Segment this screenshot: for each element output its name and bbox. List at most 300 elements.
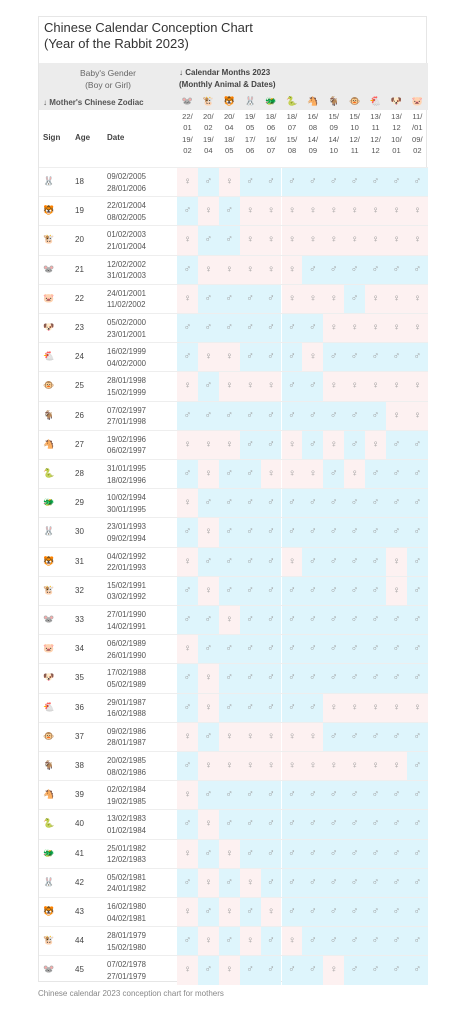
girl-icon: ♀ — [407, 226, 428, 254]
table-row — [39, 371, 428, 400]
boy-icon: ♂ — [261, 694, 282, 722]
boy-icon: ♂ — [344, 723, 365, 751]
girl-icon: ♀ — [219, 343, 240, 371]
boy-icon: ♂ — [240, 694, 261, 722]
birth-date-range — [107, 434, 146, 457]
mother-age: 44 — [75, 936, 84, 946]
birth-date: 14/02/1991 — [107, 621, 147, 631]
month-date-line: 15/ — [328, 112, 340, 121]
girl-icon: ♀ — [261, 256, 282, 284]
birth-date: 19/02/1985 — [107, 796, 147, 806]
boy-icon: ♂ — [282, 664, 303, 692]
girl-icon: ♀ — [198, 343, 219, 371]
table-row — [39, 751, 428, 780]
boy-icon: ♂ — [177, 869, 198, 897]
boy-icon: ♂ — [282, 518, 303, 546]
birth-date-range — [107, 609, 146, 632]
birth-date: 28/01/1987 — [107, 738, 147, 748]
girl-icon: ♀ — [302, 226, 323, 254]
boy-icon: ♂ — [219, 781, 240, 809]
boy-icon: ♂ — [282, 402, 303, 430]
boy-icon: ♂ — [386, 869, 407, 897]
mother-age: 31 — [75, 556, 84, 566]
snake-icon: 🐍 — [286, 96, 298, 106]
boy-icon: ♂ — [240, 840, 261, 868]
title-line-1: Chinese Calendar Conception Chart — [44, 20, 253, 35]
boy-icon: ♂ — [177, 343, 198, 371]
month-date-line: 17/ — [244, 134, 256, 144]
birth-date: 08/02/1986 — [107, 767, 147, 777]
girl-icon: ♀ — [344, 752, 365, 780]
horse-icon: 🐴 — [307, 96, 319, 106]
table-row — [39, 488, 428, 517]
boy-icon: ♂ — [407, 810, 428, 838]
boy-icon: ♂ — [323, 402, 344, 430]
month-date-line: 06 — [266, 123, 276, 133]
month-date-line: 01 — [392, 145, 401, 155]
girl-icon: ♀ — [344, 372, 365, 400]
birth-date: 12/02/2002 — [107, 259, 147, 269]
girl-icon: ♀ — [386, 752, 407, 780]
mother-age: 38 — [75, 761, 84, 770]
girl-icon: ♀ — [365, 372, 386, 400]
boy-icon: ♂ — [240, 781, 261, 809]
month-date-range — [240, 111, 261, 156]
boy-icon: ♂ — [344, 898, 365, 926]
boy-icon: ♂ — [240, 635, 261, 663]
girl-icon: ♀ — [407, 285, 428, 313]
boy-icon: ♂ — [365, 402, 386, 430]
girl-icon: ♀ — [282, 285, 303, 313]
birth-date-range — [107, 784, 146, 807]
mother-age: 25 — [75, 381, 84, 391]
table-row — [39, 196, 428, 225]
boy-icon: ♂ — [261, 869, 282, 897]
girl-icon: ♀ — [240, 226, 261, 254]
girl-icon: ♀ — [323, 197, 344, 225]
girl-icon: ♀ — [386, 548, 407, 576]
birth-date: 18/02/1996 — [107, 475, 147, 485]
boy-icon: ♂ — [219, 314, 240, 342]
month-date-line: 16/ — [265, 134, 277, 144]
girl-icon: ♀ — [261, 372, 282, 400]
boy-icon: ♂ — [219, 927, 240, 955]
boy-icon: ♂ — [240, 548, 261, 576]
boy-icon: ♂ — [282, 606, 303, 634]
snake-icon: 🐍 — [43, 468, 55, 478]
boy-icon: ♂ — [344, 956, 365, 984]
girl-icon: ♀ — [198, 460, 219, 488]
table-row — [39, 401, 428, 430]
chart-title — [44, 20, 253, 52]
birth-date: 10/02/1994 — [107, 493, 147, 503]
boy-icon: ♂ — [323, 723, 344, 751]
monkey-icon: 🐵 — [43, 730, 55, 741]
birth-date: 22/01/1993 — [107, 563, 147, 573]
boy-icon: ♂ — [386, 635, 407, 663]
boy-icon: ♂ — [282, 577, 303, 605]
dog-icon: 🐶 — [390, 96, 403, 106]
sign-column-header: Sign — [43, 133, 61, 142]
girl-icon: ♀ — [240, 869, 261, 897]
birth-date-range — [107, 697, 146, 720]
boy-icon: ♂ — [177, 197, 198, 225]
boy-icon: ♂ — [261, 431, 282, 459]
birth-date-range — [107, 288, 146, 311]
birth-date-range — [107, 405, 146, 428]
boy-icon: ♂ — [344, 810, 365, 838]
boy-icon: ♂ — [219, 460, 240, 488]
rabbit-icon: 🐰 — [43, 176, 55, 186]
boy-icon: ♂ — [261, 343, 282, 371]
mother-age: 24 — [75, 352, 84, 362]
birth-date: 29/01/1987 — [107, 697, 147, 707]
boy-icon: ♂ — [365, 664, 386, 692]
boy-icon: ♂ — [323, 810, 344, 838]
snake-icon: 🐍 — [43, 818, 55, 829]
ox-icon: 🐮 — [43, 234, 55, 245]
ox-icon: 🐮 — [43, 935, 55, 946]
dog-icon: 🐶 — [43, 672, 55, 683]
birth-date: 02/02/1984 — [107, 785, 147, 795]
pig-icon: 🐷 — [411, 96, 423, 106]
boy-icon: ♂ — [302, 168, 323, 196]
girl-icon: ♀ — [219, 431, 240, 459]
chart-caption: Chinese calendar 2023 conception chart for mothers — [38, 989, 224, 998]
birth-date: 15/02/1980 — [107, 942, 147, 952]
girl-icon: ♀ — [323, 226, 344, 254]
month-date-line: 22/ — [182, 112, 193, 121]
boy-icon: ♂ — [323, 781, 344, 809]
birth-date-range — [107, 200, 146, 223]
rat-icon: 🐭 — [43, 263, 55, 274]
boy-icon: ♂ — [344, 256, 365, 284]
girl-icon: ♀ — [240, 927, 261, 955]
boy-icon: ♂ — [219, 869, 240, 897]
boy-icon: ♂ — [323, 840, 344, 868]
boy-icon: ♂ — [386, 431, 407, 459]
mother-age: 36 — [75, 702, 84, 712]
boy-icon: ♂ — [407, 781, 428, 809]
table-row — [39, 868, 428, 897]
boy-icon: ♂ — [323, 548, 344, 576]
girl-icon: ♀ — [219, 956, 240, 984]
boy-icon: ♂ — [198, 226, 219, 254]
birth-date: 23/01/1993 — [107, 522, 147, 532]
boy-icon: ♂ — [302, 694, 323, 722]
girl-icon: ♀ — [261, 460, 282, 488]
boy-icon: ♂ — [323, 606, 344, 634]
month-date-line: 11 — [350, 145, 359, 155]
month-date-line: 07 — [266, 145, 276, 155]
birth-date-range — [107, 229, 146, 252]
calendar-months-title: ↓ Calendar Months 2023 — [179, 68, 271, 77]
boy-icon: ♂ — [240, 606, 261, 634]
birth-date-range — [107, 551, 146, 574]
girl-icon: ♀ — [219, 256, 240, 284]
month-date-line: 15/ — [286, 134, 298, 144]
girl-icon: ♀ — [240, 752, 261, 780]
month-date-line: 13/ — [370, 112, 381, 121]
boy-icon: ♂ — [261, 781, 282, 809]
girl-icon: ♀ — [282, 226, 303, 254]
boy-icon: ♂ — [282, 489, 303, 517]
pig-icon: 🐷 — [43, 643, 55, 654]
month-date-line: 11/ — [412, 112, 423, 121]
boy-icon: ♂ — [344, 635, 365, 663]
birth-date: 24/01/1982 — [107, 884, 147, 894]
month-date-line: 12 — [392, 123, 401, 133]
goat-icon: 🐐 — [43, 409, 55, 420]
girl-icon: ♀ — [365, 197, 386, 225]
mother-age: 45 — [75, 965, 84, 975]
month-date-line: 19/ — [182, 134, 193, 144]
month-date-line: 07 — [287, 123, 297, 133]
girl-icon: ♀ — [323, 694, 344, 722]
boy-icon: ♂ — [386, 256, 407, 284]
month-date-line: 16/ — [307, 112, 319, 121]
boy-icon: ♂ — [219, 548, 240, 576]
boy-icon: ♂ — [219, 402, 240, 430]
boy-icon: ♂ — [177, 606, 198, 634]
boy-icon: ♂ — [240, 402, 261, 430]
month-date-line: 10/ — [391, 134, 402, 144]
girl-icon: ♀ — [177, 372, 198, 400]
month-date-line: 18/ — [223, 134, 235, 144]
table-row — [39, 284, 428, 313]
dragon-icon: 🐲 — [43, 847, 55, 858]
mother-age: 21 — [75, 264, 84, 274]
table-row — [39, 255, 428, 284]
boy-icon: ♂ — [386, 723, 407, 751]
girl-icon: ♀ — [261, 752, 282, 780]
boy-icon: ♂ — [261, 548, 282, 576]
month-date-line: 06 — [245, 145, 255, 155]
girl-icon: ♀ — [386, 402, 407, 430]
pig-icon: 🐷 — [43, 292, 55, 303]
month-date-line: 09/ — [412, 134, 423, 144]
month-date-line: 08 — [287, 145, 297, 155]
girl-icon: ♀ — [344, 314, 365, 342]
boy-icon: ♂ — [282, 869, 303, 897]
girl-icon: ♀ — [302, 197, 323, 225]
rat-icon: 🐭 — [43, 964, 55, 975]
table-row — [39, 313, 428, 342]
boy-icon: ♂ — [407, 606, 428, 634]
month-date-line: 14/ — [307, 134, 319, 144]
boy-icon: ♂ — [261, 840, 282, 868]
boy-icon: ♂ — [323, 869, 344, 897]
boy-icon: ♂ — [407, 723, 428, 751]
boy-icon: ♂ — [261, 577, 282, 605]
boy-icon: ♂ — [407, 752, 428, 780]
boy-icon: ♂ — [323, 927, 344, 955]
boy-icon: ♂ — [240, 431, 261, 459]
dog-icon: 🐶 — [43, 322, 55, 332]
boy-icon: ♂ — [302, 781, 323, 809]
birth-date: 28/01/1998 — [107, 376, 147, 386]
month-date-line: 10 — [350, 123, 359, 133]
boy-icon: ♂ — [323, 518, 344, 546]
girl-icon: ♀ — [365, 431, 386, 459]
boy-icon: ♂ — [407, 168, 428, 196]
boy-icon: ♂ — [282, 168, 303, 196]
boy-icon: ♂ — [198, 781, 219, 809]
month-date-range — [302, 111, 323, 156]
boy-icon: ♂ — [407, 927, 428, 955]
birth-date-range — [107, 843, 146, 866]
boy-icon: ♂ — [240, 898, 261, 926]
rooster-icon: 🐔 — [43, 701, 55, 712]
girl-icon: ♀ — [219, 840, 240, 868]
girl-icon: ♀ — [219, 898, 240, 926]
boy-icon: ♂ — [323, 343, 344, 371]
boy-icon: ♂ — [365, 781, 386, 809]
boy-icon: ♂ — [344, 781, 365, 809]
month-date-line: 20/ — [203, 112, 214, 121]
boy-icon: ♂ — [407, 898, 428, 926]
month-date-line: 05 — [245, 123, 255, 133]
monkey-icon: 🐵 — [349, 96, 361, 106]
boy-icon: ♂ — [407, 256, 428, 284]
birth-date-range — [107, 872, 146, 895]
boy-icon: ♂ — [386, 343, 407, 371]
boy-icon: ♂ — [386, 664, 407, 692]
girl-icon: ♀ — [302, 752, 323, 780]
month-date-range — [198, 111, 219, 156]
mother-age: 23 — [75, 323, 84, 332]
boy-icon: ♂ — [302, 956, 323, 984]
boy-icon: ♂ — [177, 752, 198, 780]
boy-icon: ♂ — [302, 548, 323, 576]
boy-icon: ♂ — [302, 372, 323, 400]
boy-icon: ♂ — [261, 927, 282, 955]
girl-icon: ♀ — [386, 577, 407, 605]
table-row — [39, 693, 428, 722]
boy-icon: ♂ — [198, 840, 219, 868]
table-row — [39, 547, 428, 576]
boy-icon: ♂ — [282, 372, 303, 400]
table-row — [39, 722, 428, 751]
girl-icon: ♀ — [365, 694, 386, 722]
title-line-2: (Year of the Rabbit 2023) — [44, 36, 189, 51]
table-row — [39, 955, 428, 984]
table-row — [39, 634, 428, 663]
birth-date: 28/01/2006 — [107, 183, 147, 193]
girl-icon: ♀ — [344, 226, 365, 254]
rat-icon: 🐭 — [181, 96, 194, 106]
girl-icon: ♀ — [219, 606, 240, 634]
girl-icon: ♀ — [198, 197, 219, 225]
rabbit-icon: 🐰 — [43, 876, 55, 887]
conception-chart — [38, 16, 427, 982]
birth-date: 16/02/1999 — [107, 347, 147, 357]
boy-icon: ♂ — [240, 577, 261, 605]
boy-icon: ♂ — [177, 460, 198, 488]
boy-icon: ♂ — [344, 664, 365, 692]
birth-date: 30/01/1995 — [107, 504, 147, 514]
boy-icon: ♂ — [219, 694, 240, 722]
table-row — [39, 605, 428, 634]
table-row — [39, 926, 428, 955]
boy-icon: ♂ — [282, 898, 303, 926]
birth-date-range — [107, 813, 146, 836]
boy-icon: ♂ — [198, 168, 219, 196]
girl-icon: ♀ — [177, 489, 198, 517]
age-column-header: Age — [75, 133, 91, 142]
boy-icon: ♂ — [282, 635, 303, 663]
tiger-icon: 🐯 — [43, 906, 55, 916]
birth-date: 19/02/1996 — [107, 434, 147, 444]
boy-icon: ♂ — [240, 460, 261, 488]
mother-zodiac-header: ↓ Mother's Chinese Zodiac — [39, 95, 177, 110]
boy-icon: ♂ — [407, 518, 428, 546]
boy-icon: ♂ — [198, 635, 219, 663]
boy-icon: ♂ — [261, 518, 282, 546]
dragon-icon: 🐲 — [265, 96, 277, 106]
girl-icon: ♀ — [219, 723, 240, 751]
month-date-line: 10 — [329, 145, 338, 155]
boy-icon: ♂ — [386, 810, 407, 838]
mother-age: 28 — [75, 469, 84, 478]
table-row — [39, 839, 428, 868]
mother-age: 19 — [75, 206, 84, 216]
boy-icon: ♂ — [240, 810, 261, 838]
mother-age: 42 — [75, 877, 84, 887]
rabbit-icon: 🐰 — [43, 526, 55, 537]
girl-icon: ♀ — [240, 372, 261, 400]
boy-icon: ♂ — [302, 869, 323, 897]
boy-icon: ♂ — [323, 898, 344, 926]
month-date-line: 18/ — [286, 112, 298, 121]
birth-date: 27/01/1998 — [107, 417, 147, 427]
boy-icon: ♂ — [344, 869, 365, 897]
goat-icon: 🐐 — [328, 96, 340, 106]
boy-icon: ♂ — [344, 431, 365, 459]
boy-icon: ♂ — [261, 402, 282, 430]
birth-date: 09/02/2005 — [107, 172, 147, 181]
girl-icon: ♀ — [323, 314, 344, 342]
birth-date: 07/02/1997 — [107, 405, 147, 415]
mother-age: 40 — [75, 819, 84, 829]
boy-icon: ♂ — [407, 460, 428, 488]
girl-icon: ♀ — [282, 431, 303, 459]
birth-date: 11/02/2002 — [107, 300, 146, 310]
boy-icon: ♂ — [261, 489, 282, 517]
girl-icon: ♀ — [407, 314, 428, 342]
girl-icon: ♀ — [198, 810, 219, 838]
boy-icon: ♂ — [386, 840, 407, 868]
boy-icon: ♂ — [261, 635, 282, 663]
boy-icon: ♂ — [344, 343, 365, 371]
birth-date: 06/02/1997 — [107, 446, 147, 456]
boy-icon: ♂ — [344, 927, 365, 955]
boy-icon: ♂ — [365, 840, 386, 868]
girl-icon: ♀ — [198, 431, 219, 459]
month-date-range — [261, 111, 282, 156]
girl-icon: ♀ — [365, 285, 386, 313]
month-date-line: 09 — [308, 145, 318, 155]
boy-icon: ♂ — [261, 956, 282, 984]
girl-icon: ♀ — [177, 548, 198, 576]
girl-icon: ♀ — [219, 752, 240, 780]
boy-icon: ♂ — [302, 402, 323, 430]
birth-date: 09/02/1994 — [107, 533, 147, 543]
girl-icon: ♀ — [386, 285, 407, 313]
boy-icon: ♂ — [365, 518, 386, 546]
rat-icon: 🐭 — [43, 614, 55, 624]
boy-icon: ♂ — [282, 314, 303, 342]
